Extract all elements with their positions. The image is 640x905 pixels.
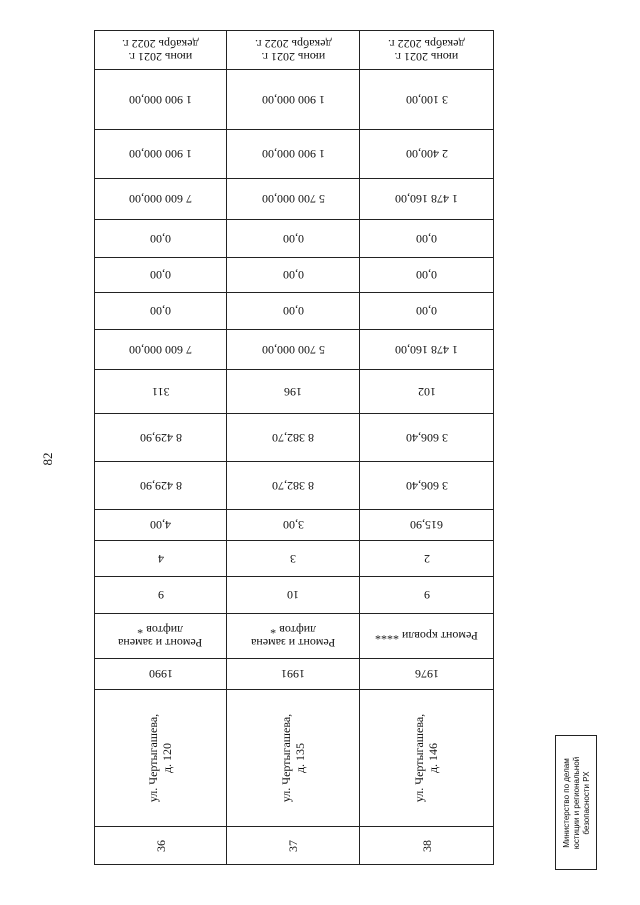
lifts-cell: 4: [157, 551, 164, 566]
area-cell: 3,00: [282, 518, 304, 532]
unit-cost-2-cell: 3 100,00: [405, 92, 448, 107]
unit-cost-1-cell: 2 400,00: [405, 147, 448, 161]
period-cell: июнь 2021 г. декабрь 2022 г.: [254, 37, 332, 64]
period-cell: июнь 2021 г. декабрь 2022 г.: [122, 37, 199, 64]
total-cost-cell: 7 600 000,00: [129, 342, 192, 357]
page-number: 82: [40, 452, 55, 466]
fund-cell: 7 600 000,00: [129, 192, 192, 206]
year-cell: 1976: [414, 667, 439, 681]
residents-cell: 196: [284, 384, 302, 399]
funding-2-cell: 0,00: [416, 268, 437, 282]
fund-cell: 5 700 000,00: [261, 192, 325, 206]
lifts-cell: 3: [290, 551, 296, 566]
area-cell: 4,00: [150, 518, 171, 532]
total-cost-cell: 1 478 160,00: [395, 342, 458, 357]
address-cell: ул. Чертыгашева, д. 135: [278, 713, 307, 802]
total-cost-cell: 5 700 000,00: [261, 342, 325, 357]
residents-cell: 102: [417, 384, 436, 399]
funding-3-cell: 0,00: [282, 231, 304, 246]
work-type-cell: Ремонт и замена лифтов *: [250, 622, 336, 650]
row-number-cell: 36: [153, 840, 168, 852]
lifts-cell: 2: [423, 551, 430, 566]
stamp-text: Министерство по делам юстиции и региональной безопасности РХ: [562, 756, 591, 850]
area-cell: 615,90: [410, 518, 443, 532]
cost-1-cell: 3 606,40: [405, 478, 448, 493]
unit-cost-2-cell: 1 900 000,00: [261, 92, 325, 107]
data-table: [94, 30, 494, 865]
funding-3-cell: 0,00: [416, 231, 437, 246]
year-cell: 1990: [148, 667, 173, 681]
cost-1-cell: 8 429,90: [139, 478, 182, 493]
unit-cost-2-cell: 1 900 000,00: [129, 92, 192, 107]
funding-3-cell: 0,00: [150, 231, 171, 246]
funding-2-cell: 0,00: [282, 268, 304, 282]
address-cell: ул. Чертыгашева, д. 146: [412, 713, 441, 802]
cost-1-cell: 8 382,70: [272, 478, 314, 493]
work-type-cell: Ремонт кровли ****: [375, 629, 478, 643]
period-cell: июнь 2021 г. декабрь 2022 г.: [388, 37, 465, 64]
funding-1-cell: 0,00: [150, 304, 171, 318]
work-type-cell: Ремонт и замена лифтов *: [118, 622, 203, 650]
floors-cell: 9: [423, 588, 430, 602]
funding-2-cell: 0,00: [150, 268, 171, 282]
cost-2-cell: 3 606,40: [405, 430, 448, 445]
fund-cell: 1 478 160,00: [395, 192, 458, 206]
row-number-cell: 37: [286, 840, 300, 852]
funding-1-cell: 0,00: [282, 304, 304, 318]
address-cell: ул. Чертыгашева, д. 120: [146, 713, 175, 802]
row-number-cell: 38: [419, 840, 434, 852]
cost-2-cell: 8 382,70: [272, 430, 314, 445]
residents-cell: 311: [151, 384, 170, 399]
unit-cost-1-cell: 1 900 000,00: [129, 147, 192, 161]
floors-cell: 10: [287, 588, 299, 602]
funding-1-cell: 0,00: [416, 304, 437, 318]
year-cell: 1991: [281, 667, 305, 681]
unit-cost-1-cell: 1 900 000,00: [261, 147, 325, 161]
floors-cell: 9: [157, 588, 164, 602]
cost-2-cell: 8 429,90: [139, 430, 182, 445]
ministry-stamp: [555, 735, 597, 870]
